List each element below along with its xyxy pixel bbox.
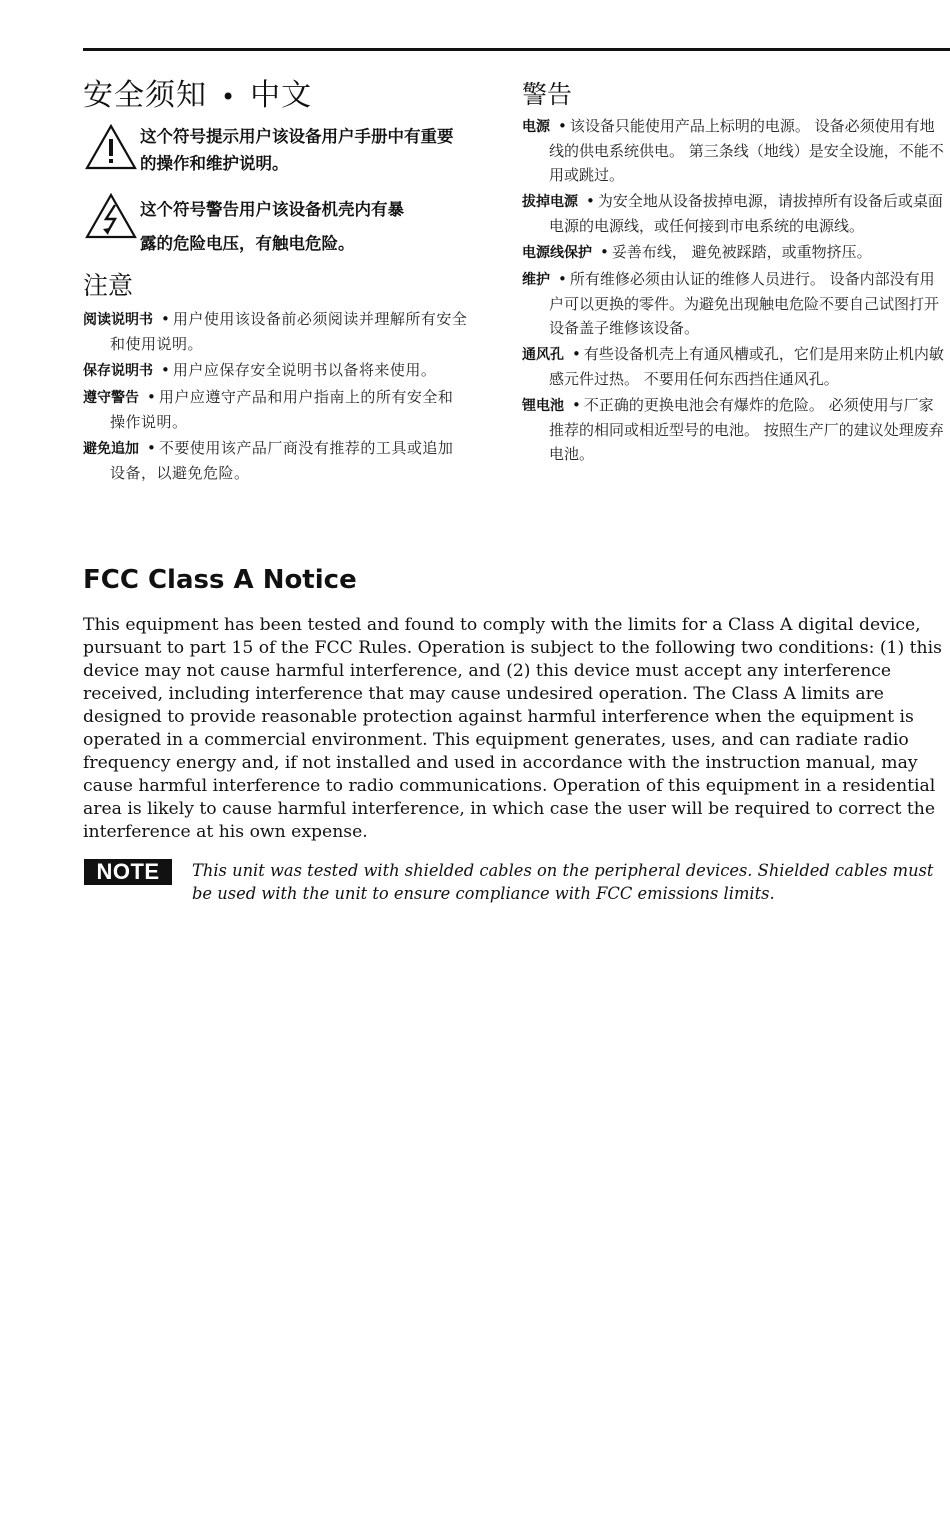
warning-item-text: 不正确的更换电池会有爆炸的危险。 必须使用与厂家推荐的相同或相近型号的电池。 按照生产厂的建议处理废弃电池。	[549, 396, 944, 463]
bullet: •	[558, 117, 567, 135]
lightning-symbol-line2: 露的危险电压，有触电危险。	[140, 234, 355, 253]
warning-heading: 警告	[522, 80, 573, 109]
warning-item-text: 所有维修必须由认证的维修人员进行。 设备内部没有用户可以更换的零件。为避免出现触电危险不要自己试图打开设备盖子维修该设备。	[549, 270, 940, 337]
exclamation-symbol-text: 这个符号提示用户该设备用户手册中有重要的操作和维护说明。	[140, 127, 454, 173]
caution-item-text: 用户应保存安全说明书以备将来使用。	[172, 361, 437, 379]
lightning-symbol-line1: 这个符号警告用户该设备机壳内有暴	[140, 200, 404, 219]
bullet: •	[147, 388, 156, 406]
caution-item-text: 不要使用该产品厂商没有推荐的工具或追加设备，以避免危险。	[110, 439, 454, 482]
bullet: •	[147, 439, 156, 457]
bullet: •	[572, 345, 581, 363]
caution-heading: 注意	[83, 271, 134, 300]
bullet: •	[572, 396, 581, 414]
top-rule	[83, 48, 950, 51]
title-bullet: •	[221, 83, 237, 111]
lightning-symbol-notice	[83, 193, 468, 261]
fcc-title: FCC Class A Notice	[83, 565, 357, 595]
caution-item-label: 避免追加	[83, 441, 139, 457]
warning-item-label: 电源	[522, 119, 550, 135]
caution-item-text: 用户使用该设备前必须阅读并理解所有安全和使用说明。	[110, 310, 468, 353]
safety-right-column	[522, 80, 947, 468]
warning-item-text: 有些设备机壳上有通风槽或孔，它们是用来防止机内敏感元件过热。 不要用任何东西挡住通风孔。	[549, 345, 944, 388]
warning-item-label: 通风孔	[522, 347, 564, 363]
caution-item-label: 保存说明书	[83, 363, 153, 379]
warning-item	[522, 240, 947, 265]
warning-item-label: 维护	[522, 272, 550, 288]
safety-title-lang: 中文	[250, 78, 313, 113]
warning-item	[522, 189, 947, 238]
warning-item	[522, 114, 947, 187]
bullet: •	[161, 361, 170, 379]
safety-left-column	[83, 78, 468, 487]
warning-item-label: 电源线保护	[522, 245, 592, 261]
exclamation-symbol-notice	[83, 123, 468, 177]
caution-item	[83, 436, 468, 485]
safety-title-text: 安全须知	[83, 78, 207, 113]
bullet: •	[600, 243, 609, 261]
fcc-body: This equipment has been tested and found to comply with the limits for a Class A digital device, pursuant to part 15 of the FCC Rules. Operation is subject to the following two conditions: (1) this device may not cause harmful interference, and (2) this device must accept any interference received, including interference that may cause undesired operation. The Class A limits are designed to provide reasonable protection against harmful interference when the equipment is operated in a commercial environment. This equipment generates, uses, and can radiate radio frequency energy and, if not installed and used in accordance with the instruction manual, may cause harmful interference to radio communications. Operation of this equipment in a residential area is likely to cause harmful interference, in which case the user will be required to correct the interference at his own expense.	[83, 615, 942, 842]
bullet: •	[558, 270, 567, 288]
note-badge: NOTE	[84, 859, 172, 885]
caution-item	[83, 358, 468, 383]
bullet: •	[586, 192, 595, 210]
warning-item-text: 为安全地从设备拔掉电源，请拔掉所有设备后或桌面电源的电源线，或任何接到市电系统的电源线。	[549, 192, 943, 235]
warning-item-label: 锂电池	[522, 398, 564, 414]
caution-item-label: 遵守警告	[83, 390, 139, 406]
lightning-triangle-icon	[85, 193, 137, 239]
warning-item	[522, 267, 947, 340]
warning-item-text: 妥善布线， 避免被踩踏，或重物挤压。	[611, 243, 872, 261]
warning-item	[522, 393, 947, 466]
warning-item-text: 该设备只能使用产品上标明的电源。 设备必须使用有地线的供电系统供电。 第三条线（地线）是安全设施，不能不用或跳过。	[549, 117, 944, 184]
note-text: This unit was tested with shielded cables on the peripheral devices. Shielded cables must be used with the unit to ensure compliance with FCC emissions limits.	[192, 861, 934, 903]
exclamation-triangle-icon	[85, 124, 137, 170]
caution-item-text: 用户应遵守产品和用户指南上的所有安全和操作说明。	[110, 388, 454, 431]
caution-item-label: 阅读说明书	[83, 312, 153, 328]
warning-item-label: 拔掉电源	[522, 194, 578, 210]
bullet: •	[161, 310, 170, 328]
warning-item	[522, 342, 947, 391]
caution-item	[83, 385, 468, 434]
safety-title	[83, 78, 468, 115]
caution-item	[83, 307, 468, 356]
